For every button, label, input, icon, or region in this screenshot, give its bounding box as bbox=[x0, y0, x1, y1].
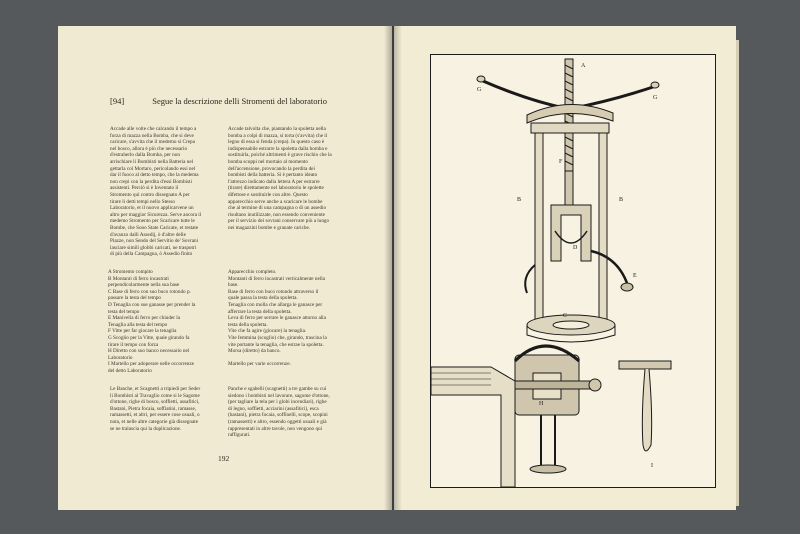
translation-column-text bbox=[228, 126, 332, 232]
text-line: Morsa (diretto) da banco. bbox=[228, 348, 281, 355]
text-line: nel bosco, allora è più che necessario bbox=[110, 145, 188, 152]
plate-letter: D bbox=[573, 245, 578, 251]
text-line: rappresentati in altre tavole, non vengono qui bbox=[228, 425, 323, 432]
text-line: l'attrezzo indicato dalla lettera A per estrarre bbox=[228, 178, 320, 185]
text-line: se ne tralascia qui la duplicazione. bbox=[110, 425, 182, 432]
text-line: altro per maggior Sicurezza. Serve ancora il bbox=[110, 211, 202, 218]
text-line: G Scoglio per la Vitte, quale girando fa bbox=[108, 334, 190, 341]
text-line bbox=[228, 355, 327, 362]
folio-left: [94] bbox=[110, 96, 125, 106]
text-line: Panche e sgabelli (scagnetti) a tre gambe su cui bbox=[228, 386, 327, 392]
text-line: risultano inutilizzate, non essendo conveniente bbox=[228, 211, 325, 218]
text-line: dell'accensione, provocando la perdita dei bbox=[228, 165, 315, 172]
open-book bbox=[58, 26, 738, 510]
text-line: Vite che fa agire (giocare) la tenaglia. bbox=[228, 328, 307, 335]
text-line: d'ottone, righe di bosco, soffietti, assafitici, bbox=[110, 399, 200, 406]
text-line: forza di mazza nella Bomba, che si deve bbox=[110, 132, 194, 139]
text-line: difettose e sostituirle con altre. Questo bbox=[228, 191, 308, 198]
text-line: arrischiare li Bombisti nella Batteria nel bbox=[110, 158, 194, 165]
text-line: Tenaglia alla testa del tempo bbox=[108, 321, 168, 328]
text-line: di legno, soffietti, acciarini (assafitici), esca bbox=[228, 405, 319, 412]
text-line: passare la testa del tempo bbox=[108, 295, 162, 302]
text-line: non crepi con la perdita d'essi Bombisti bbox=[110, 178, 192, 185]
bottom-italian-text bbox=[110, 386, 200, 432]
plate-letter: I bbox=[651, 463, 653, 469]
text-line: E Manivella di ferro per chiuder la bbox=[108, 315, 181, 322]
text-line: Martello per varie occorrenze. bbox=[228, 361, 291, 368]
text-line: bombisti della batteria. Si è pertanto ideato bbox=[228, 172, 318, 179]
text-line: testa del tempo bbox=[108, 308, 140, 315]
italian-column-text bbox=[110, 126, 201, 258]
text-line: Tenaglia con molla che allarga le ganasce per bbox=[228, 301, 323, 308]
text-line: per il servizio dei sovrani conservare più a lungo bbox=[228, 218, 330, 225]
plate-letter: G bbox=[477, 87, 482, 93]
text-line: Stromento qui contro dissegnato A per bbox=[110, 191, 190, 198]
text-line: perpendicolarmente nella sua base bbox=[108, 282, 180, 289]
text-line: d'avanzo dalli Assedij, ò d'altre delle bbox=[110, 231, 186, 238]
text-line: bomba a colpi di mazza, si torta (s'avvita) che il bbox=[228, 132, 328, 139]
text-line: Laboratorio, et il nuovo applicarvene un bbox=[110, 205, 194, 212]
text-line: afferrare la testa della spoletta. bbox=[228, 308, 292, 315]
plate-letter: G bbox=[653, 95, 658, 101]
legend-left bbox=[108, 269, 195, 375]
plate-letter: B bbox=[517, 197, 522, 203]
text-line: nota, et nelle altre categorie già dissegnate bbox=[110, 418, 199, 425]
page-header bbox=[110, 96, 327, 106]
text-line: Vite femmina (scoglio) che, girando, trascina la bbox=[228, 334, 327, 341]
text-line: C Base di ferro con suo buco rotondo p. bbox=[108, 288, 191, 295]
text-line: del detto Laboratorio bbox=[108, 367, 152, 374]
text-line: Le Banche, et Scagnetti a tripiedi per Seder bbox=[110, 386, 201, 392]
text-line: caricare, s'avvita che il medemo si Crepa bbox=[110, 139, 195, 146]
text-line: legno di essa si fenda (crepa). In questo caso è bbox=[228, 139, 325, 146]
page-number: 192 bbox=[218, 454, 230, 463]
text-line: H Diretto con suo banco necessario nel bbox=[108, 348, 190, 355]
text-line: di più della Campagna, ò Assedio finito bbox=[110, 251, 193, 258]
text-line: vite portante la tenaglia, che estrae la spoletta. bbox=[228, 341, 324, 348]
plate-letter: C bbox=[563, 313, 568, 319]
bottom-translation-text bbox=[228, 386, 330, 439]
text-line: lasciare simili globbi caricati, ne traspotri bbox=[110, 244, 197, 251]
engraving-illustration bbox=[431, 55, 715, 487]
text-line: tirare il tempo con forza bbox=[108, 341, 159, 348]
text-line: quale passa la testa della spoletta. bbox=[228, 295, 298, 302]
plate-letter: A bbox=[581, 63, 586, 69]
text-line: F Vitte per far giocare la tenaglia bbox=[108, 328, 177, 335]
text-line: Base di ferro con buco rotondo attraverso il bbox=[228, 288, 319, 295]
text-line: bomba scoppi nel mortaio al momento bbox=[228, 158, 308, 165]
book-gutter bbox=[384, 26, 402, 510]
text-line: che al termine di una campagna o di un assedio bbox=[228, 205, 327, 212]
text-line: Laboratorio bbox=[108, 354, 133, 361]
plate-letter: B bbox=[619, 197, 624, 203]
text-line: D Tenaglia con sue ganasse per prender la bbox=[108, 301, 196, 308]
text-line: Piazze, non Sendo del Servitio de' Sovrani bbox=[110, 238, 199, 245]
text-line: ramassetti, et altri, per essere cose usuali, o bbox=[110, 412, 200, 419]
text-line: sostituirla, poiché altrimenti è grave rischio che la bbox=[228, 152, 332, 159]
text-line: Montanti di ferro incastrati verticalmente nella bbox=[228, 275, 325, 282]
text-line: Apparecchio completo. bbox=[228, 269, 277, 275]
text-line: Bastani, Pietra focaia, soffiatini, ramasse, bbox=[110, 405, 197, 412]
plate-letter: H bbox=[539, 401, 544, 407]
text-line: apparecchio serve anche a scaricare le bombe bbox=[228, 198, 323, 205]
text-line: gettarla col Mortaro, pericolando essi nel bbox=[110, 165, 196, 172]
plate-letter: F bbox=[559, 159, 563, 165]
engraving-plate bbox=[430, 54, 716, 488]
text-line: dar il fuoco al detto tempo, che la medema bbox=[110, 172, 199, 179]
section-heading: Segue la descrizione delli Stromenti del laboratorio bbox=[152, 96, 327, 106]
right-page bbox=[394, 26, 736, 510]
text-line: base. bbox=[228, 282, 239, 289]
text-line: tirare li detti tempi nello Stesso bbox=[110, 198, 175, 205]
text-line: testa della spoletta. bbox=[228, 321, 268, 328]
left-page bbox=[58, 26, 392, 510]
text-line: d'estraherlo dalla Bomba, per non bbox=[110, 152, 180, 159]
text-line: (per tagliare la tela per i globi incendiari), righe bbox=[228, 399, 327, 406]
text-line: Accade talvolta che, piantando la spoletta nella bbox=[228, 126, 326, 132]
text-line: (tirare) direttamente nel laboratorio le spolette bbox=[228, 185, 324, 192]
text-line: Leva di ferro per serrare le ganasce attorno alla bbox=[228, 315, 326, 322]
text-line: (ramassetti) e altro, essendo oggetti usuali e già bbox=[228, 418, 327, 425]
text-line: B Montanti di ferro incastrati bbox=[108, 275, 169, 282]
text-line: assistenti. Perciò si è Inventato il bbox=[110, 185, 179, 192]
legend-right bbox=[228, 269, 327, 368]
text-line: Bombe, che Sono State Caricate, et restate bbox=[110, 224, 199, 231]
text-line: siedono i bombisti nel lavorare, sagome d'ottone, bbox=[228, 392, 330, 399]
text-line: raffigurati. bbox=[228, 432, 251, 439]
text-line: indispensabile estrarre la spoletta dalla bomba e bbox=[228, 145, 328, 152]
text-line: A Stromento compito bbox=[108, 269, 153, 275]
page-edges bbox=[736, 40, 739, 506]
text-line: (bastani), pietra focaia, soffinelli, scope, scopini bbox=[228, 412, 328, 419]
plate-letter: E bbox=[633, 273, 637, 279]
text-line: Accade alle volte che calcando il tempo a bbox=[110, 126, 197, 132]
text-line: medemo Stromento per Scaricare tutte le bbox=[110, 218, 195, 225]
text-line: li Bombisti al Travaglio come si le Sagome bbox=[110, 392, 200, 399]
text-line: I Martello per adoperare nelle occorrenze bbox=[108, 361, 194, 368]
text-line: nei magazzini bombe e granate cariche. bbox=[228, 224, 311, 231]
